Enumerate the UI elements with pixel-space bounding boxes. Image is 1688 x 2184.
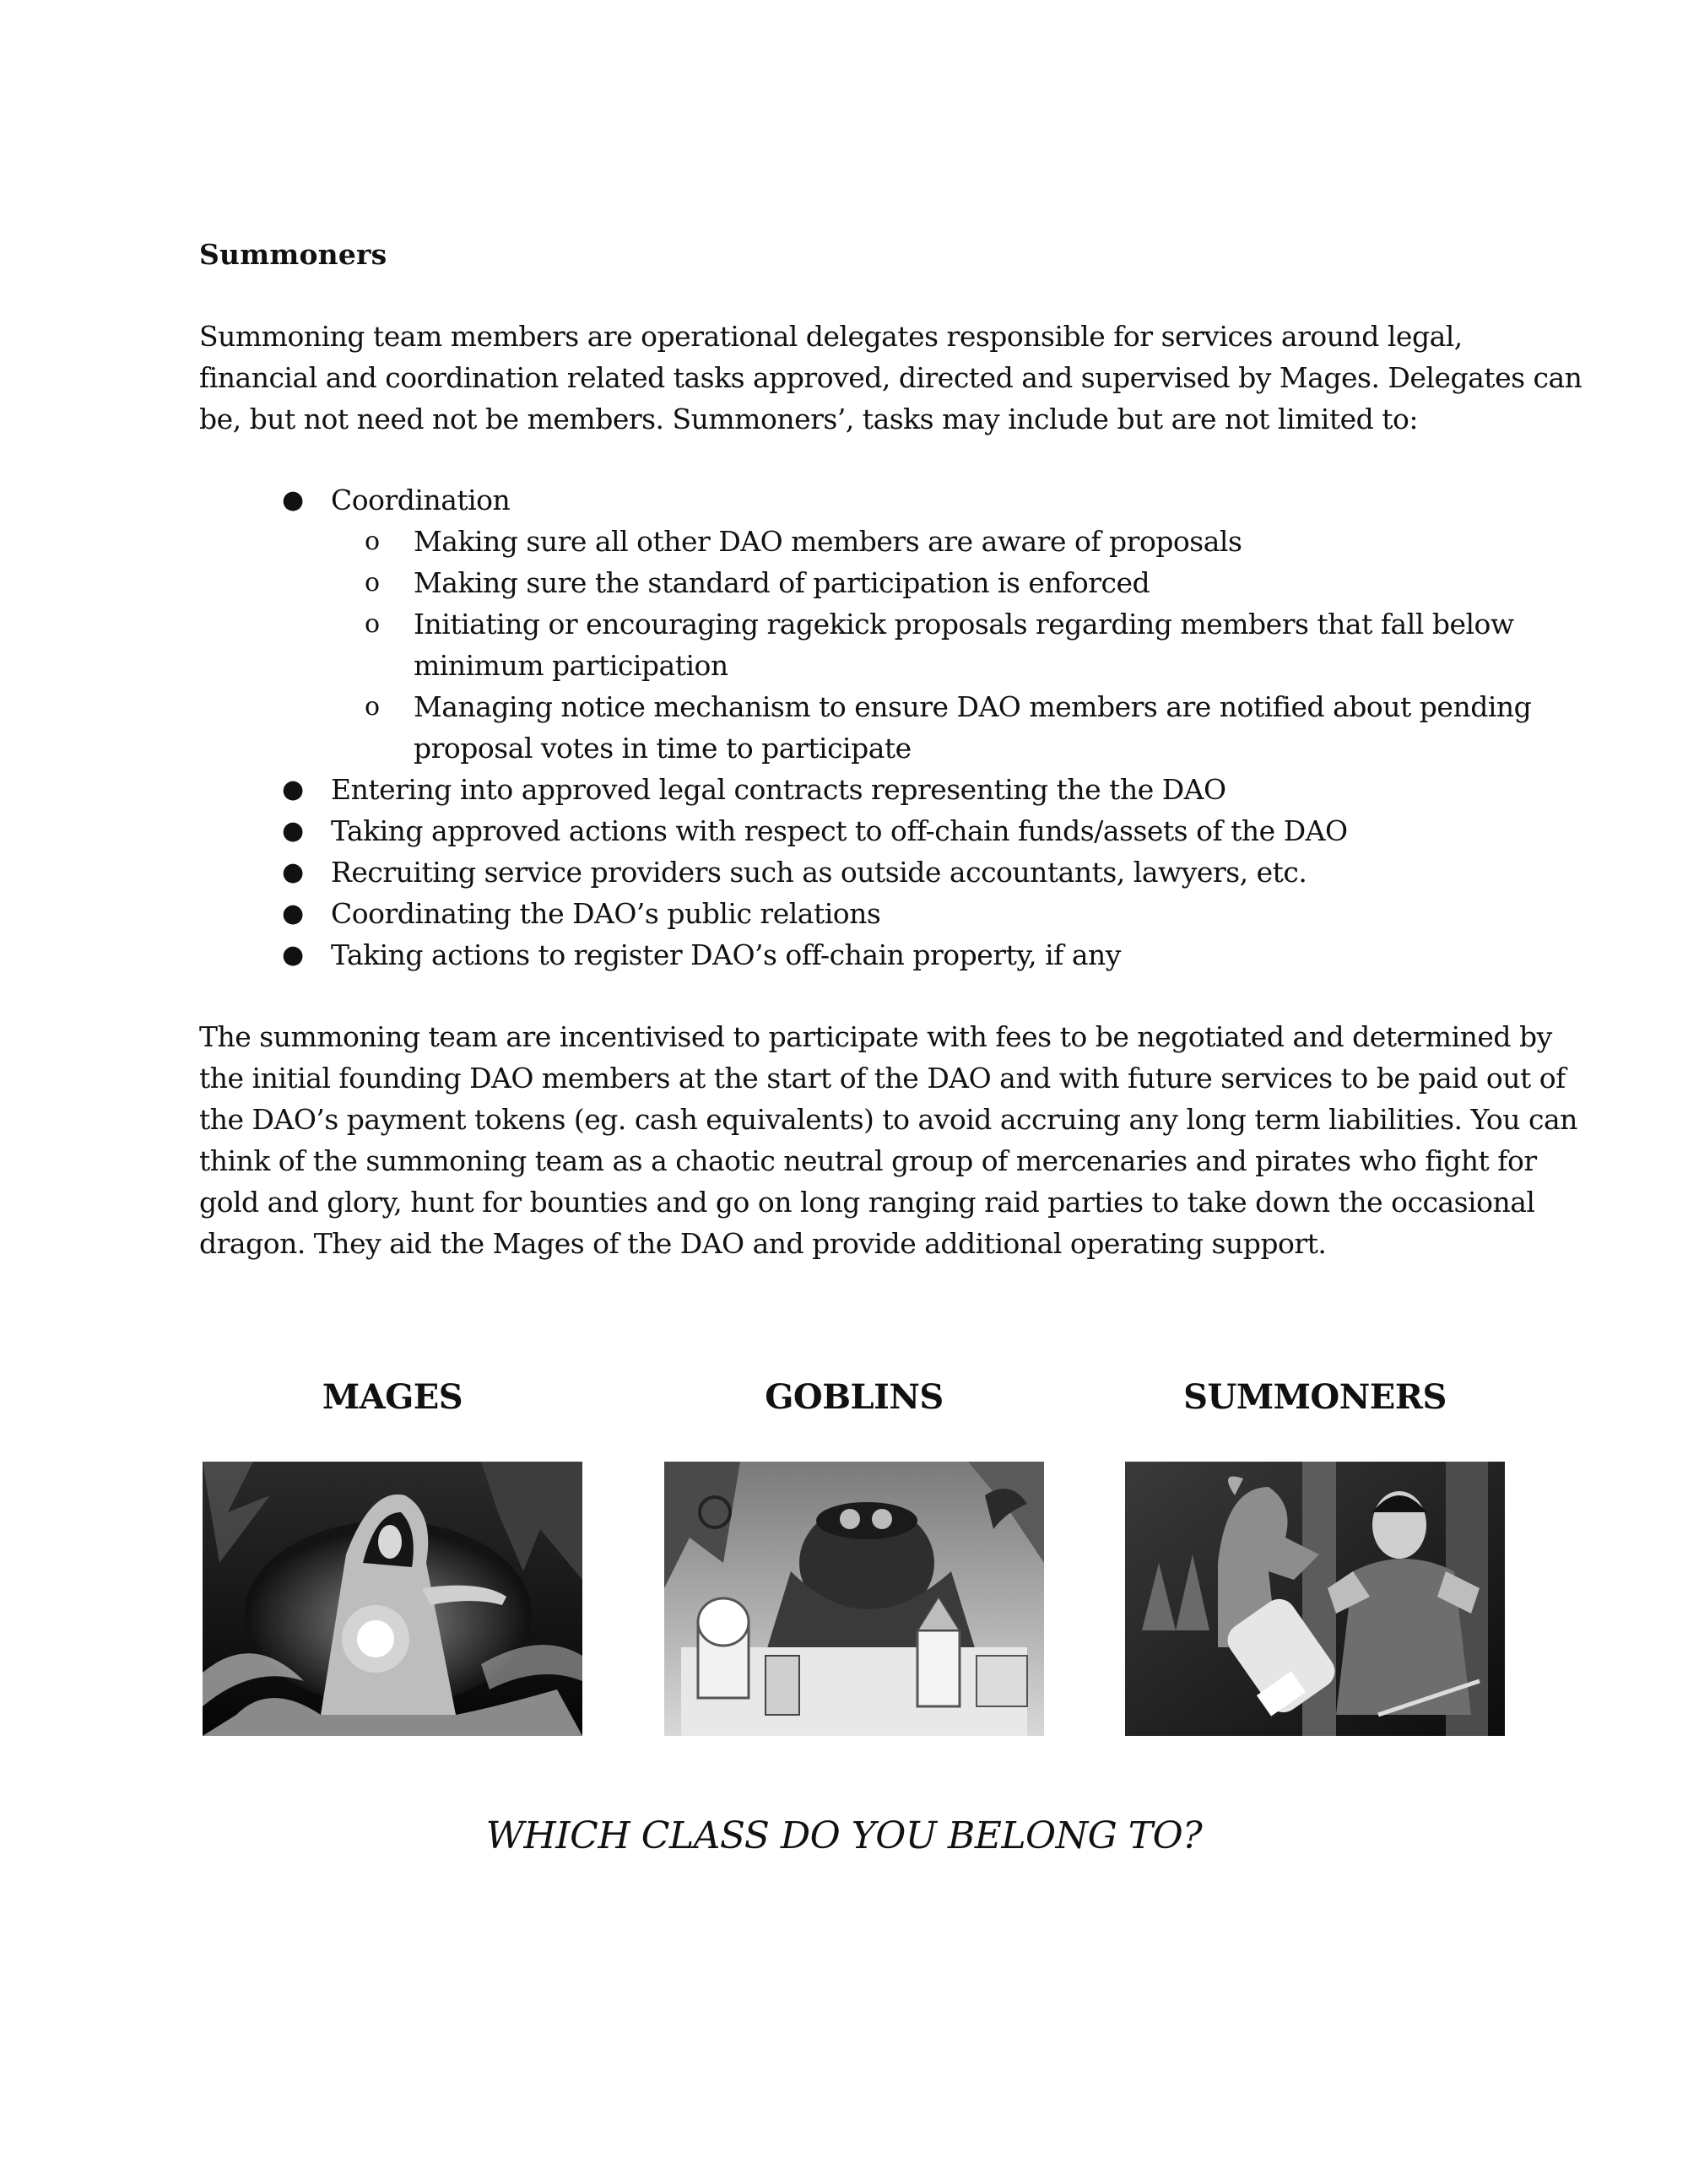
sub-list-item-text: Making sure the standard of participation is enforced — [414, 566, 1150, 599]
list-item-text: Taking actions to register DAO’s off-chain property, if any — [331, 938, 1121, 971]
sub-list-item-text: Initiating or encouraging ragekick proposals regarding members that fall below — [414, 608, 1514, 641]
list-item — [0, 769, 1688, 810]
list-item — [0, 934, 1688, 976]
intro-line: be, but not need not be members. Summoners’, tasks may include but are not limited to: — [199, 403, 1419, 435]
list-item — [0, 810, 1688, 851]
class-title: SUMMONERS — [1183, 1377, 1447, 1417]
sub-bullet-marker: o — [365, 692, 380, 722]
mage-illustration — [203, 1462, 582, 1736]
sub-list-item-text: Managing notice mechanism to ensure DAO members are notified about pending — [414, 690, 1532, 723]
sub-bullet-marker: o — [365, 609, 380, 639]
closing-line: the initial founding DAO members at the start of the DAO and with future services to be paid out of — [199, 1062, 1566, 1095]
closing-question: WHICH CLASS DO YOU BELONG TO? — [485, 1814, 1203, 1857]
section-heading: Summoners — [199, 238, 387, 271]
list-item-text: Entering into approved legal contracts representing the the DAO — [331, 773, 1226, 806]
goblin-illustration — [664, 1462, 1044, 1736]
class-title: MAGES — [322, 1377, 463, 1417]
sub-bullet-marker: o — [365, 568, 380, 597]
sub-list-item — [0, 562, 1688, 603]
summoner-illustration — [1125, 1462, 1505, 1736]
list-item — [0, 479, 1688, 521]
sub-list-item-continuation — [0, 645, 1688, 686]
list-item-text: Recruiting service providers such as outside accountants, lawyers, etc. — [331, 856, 1307, 889]
bullet-marker: ● — [282, 857, 304, 887]
intro-line: financial and coordination related tasks approved, directed and supervised by Mages. Delegates can — [199, 361, 1582, 394]
list-item-text: Coordinating the DAO’s public relations — [331, 897, 881, 930]
class-title: GOBLINS — [765, 1377, 944, 1417]
closing-paragraph — [199, 1016, 1577, 1264]
class-card-goblins — [664, 1372, 1044, 1423]
list-item — [0, 851, 1688, 893]
bullet-marker: ● — [282, 485, 304, 515]
closing-line: think of the summoning team as a chaotic neutral group of mercenaries and pirates who fight for — [199, 1144, 1537, 1177]
bullet-marker: ● — [282, 775, 304, 804]
closing-line: dragon. They aid the Mages of the DAO and provide additional operating support. — [199, 1227, 1327, 1260]
sub-list-item — [0, 686, 1688, 727]
sub-list-item-text: proposal votes in time to participate — [414, 732, 912, 765]
sub-list-item-continuation — [0, 727, 1688, 769]
list-item-text: Taking approved actions with respect to off-chain funds/assets of the DAO — [331, 814, 1348, 847]
sub-list-item — [0, 521, 1688, 562]
sub-list-item-text: Making sure all other DAO members are aware of proposals — [414, 525, 1242, 558]
class-card-summoners — [1125, 1372, 1505, 1423]
class-card-mages — [203, 1372, 582, 1423]
closing-line: gold and glory, hunt for bounties and go on long ranging raid parties to take down the occasional — [199, 1186, 1535, 1219]
list-item — [0, 893, 1688, 934]
bullet-marker: ● — [282, 940, 304, 970]
bullet-marker: ● — [282, 899, 304, 928]
list-item-text: Coordination — [331, 484, 511, 516]
sub-list-item — [0, 603, 1688, 645]
sub-bullet-marker: o — [365, 527, 380, 556]
sub-list-item-text: minimum participation — [414, 649, 728, 682]
intro-line: Summoning team members are operational delegates responsible for services around legal, — [199, 320, 1463, 353]
task-list — [0, 479, 1688, 976]
closing-line: The summoning team are incentivised to participate with fees to be negotiated and determined by — [199, 1020, 1552, 1053]
closing-line: the DAO’s payment tokens (eg. cash equivalents) to avoid accruing any long term liabilities. You can — [199, 1103, 1577, 1136]
bullet-marker: ● — [282, 816, 304, 846]
intro-paragraph — [199, 316, 1582, 440]
